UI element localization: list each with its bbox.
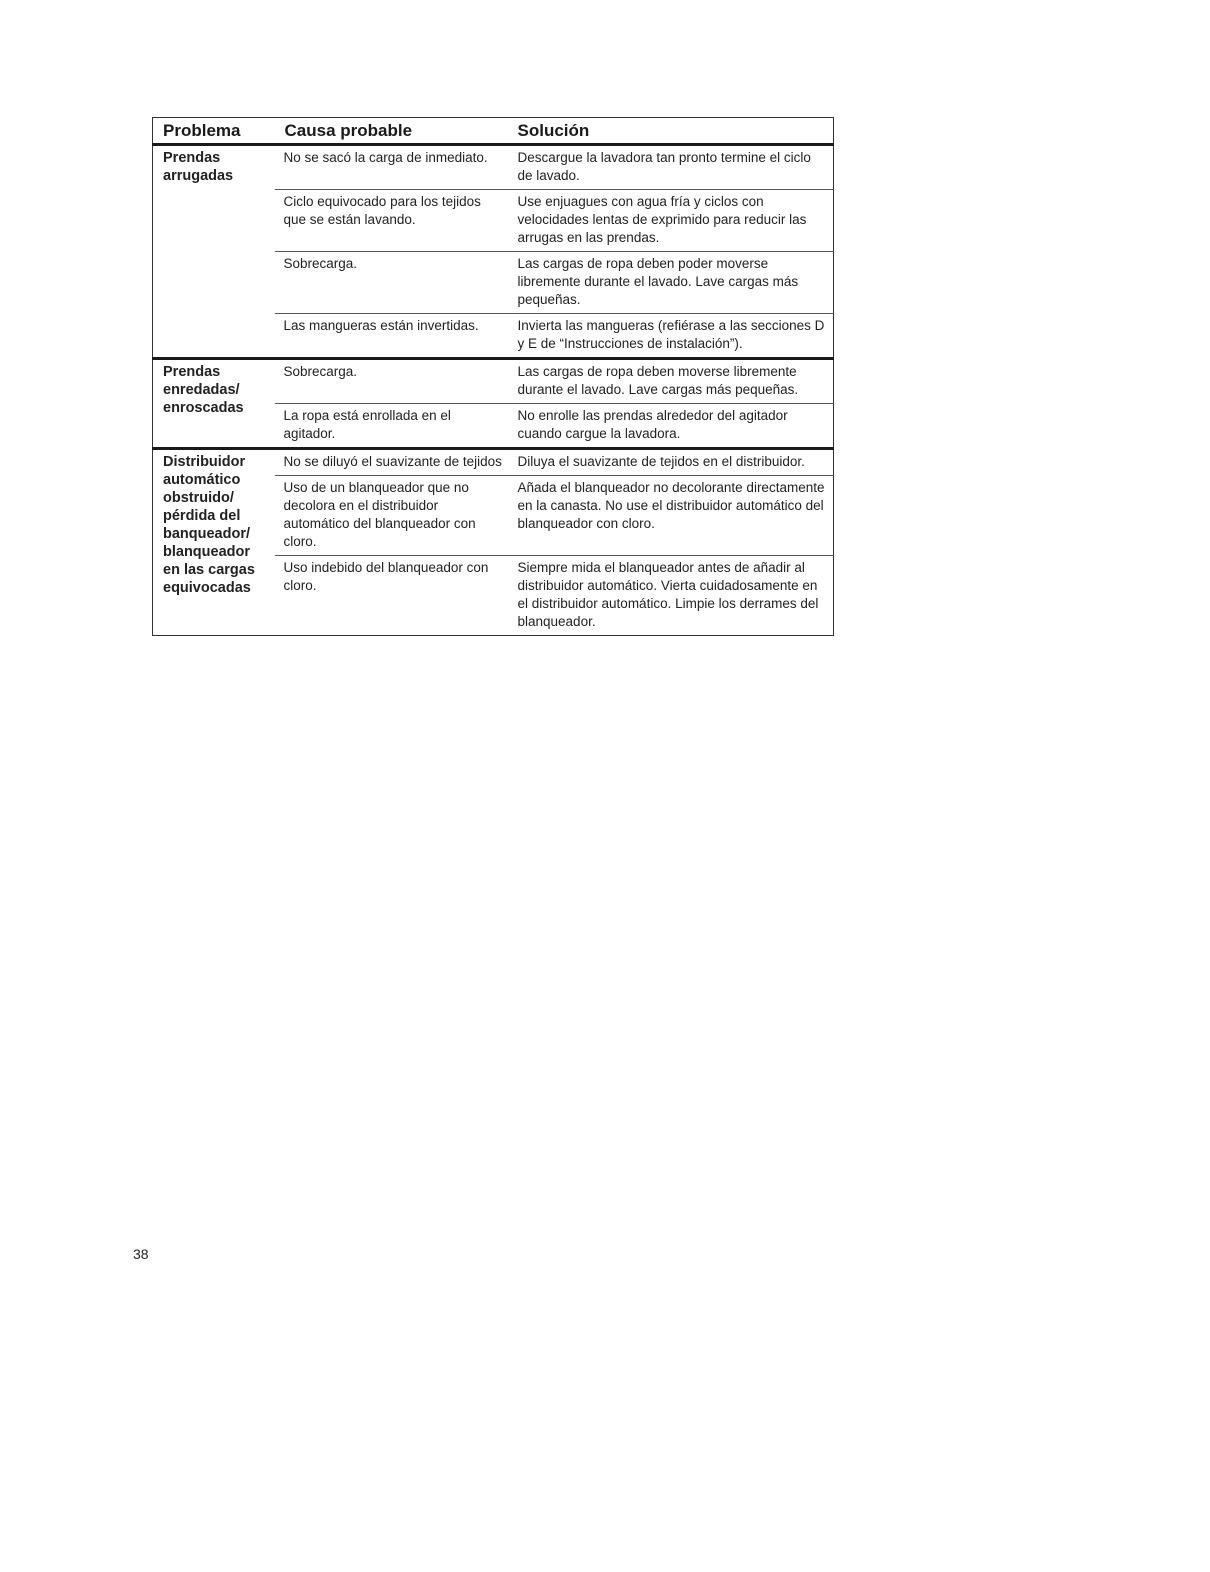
solution-cell: Las cargas de ropa deben poder moverse libremente durante el lavado. Lave cargas más pequeñas. [509,252,834,314]
cause-cell: No se diluyó el suavizante de tejidos [275,449,509,476]
page-number: 38 [133,1246,149,1262]
cause-cell: Sobrecarga. [275,252,509,314]
solution-cell: No enrolle las prendas alrededor del agitador cuando cargue la lavadora. [509,404,834,449]
table-row [153,449,834,476]
header-cause: Causa probable [275,118,509,145]
cause-cell: Las mangueras están invertidas. [275,314,509,359]
header-solution: Solución [509,118,834,145]
troubleshooting-table-wrapper [152,117,833,636]
cause-cell: La ropa está enrollada en el agitador. [275,404,509,449]
cause-cell: Sobrecarga. [275,359,509,404]
solution-cell: Use enjuagues con agua fría y ciclos con velocidades lentas de exprimido para reducir las arrugas en las prendas. [509,190,834,252]
solution-cell: Descargue la lavadora tan pronto termine el ciclo de lavado. [517,150,811,183]
cause-cell: Ciclo equivocado para los tejidos que se están lavando. [275,190,509,252]
problem-cell [153,145,275,359]
problem-label: Prendas arrugadas [163,150,234,184]
solution-cell: Invierta las mangueras (refiérase a las secciones D y E de “Instrucciones de instalación”). [509,314,834,359]
troubleshooting-table [152,117,834,636]
cause-cell: No se sacó la carga de inmediato. [283,150,488,165]
cause-cell: Uso indebido del blanqueador con cloro. [275,556,509,636]
solution-cell: Añada el blanqueador no decolorante directamente en la canasta. No use el distribuidor automático del blanqueador con cloro. [509,476,834,556]
table-row [153,145,834,190]
table-header-row [153,118,834,145]
problem-label: Distribuidor automático obstruido/ pérdida del banqueador/ blanqueador en las cargas equivocadas [163,454,255,596]
table-row [153,359,834,404]
problem-cell [153,449,275,636]
problem-cell [153,359,275,449]
solution-cell: Diluya el suavizante de tejidos en el distribuidor. [509,449,834,476]
solution-cell: Las cargas de ropa deben moverse libremente durante el lavado. Lave cargas más pequeñas. [509,359,834,404]
problem-label: Prendas enredadas/ enroscadas [163,364,244,416]
cause-cell: Uso de un blanqueador que no decolora en el distribuidor automático del blanqueador con cloro. [275,476,509,556]
header-problem: Problema [153,118,275,145]
solution-cell: Siempre mida el blanqueador antes de añadir al distribuidor automático. Vierta cuidadosamente en el distribuidor automático. Limpie los derrames del blanqueador. [509,556,834,636]
